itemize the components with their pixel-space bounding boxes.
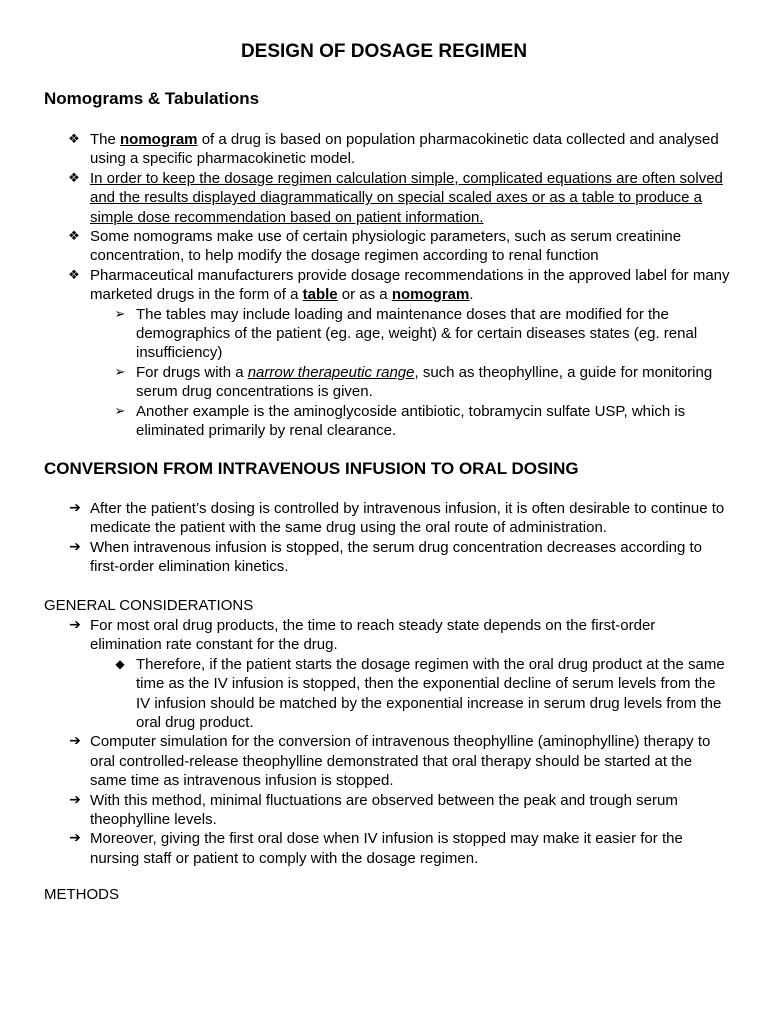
diamond-bullet-icon: ❖ <box>68 267 80 283</box>
list-item: ❖ Some nomograms make use of certain physiologic parameters, such as serum creatinine concentration, to help modify the dosage regimen according to renal function <box>90 227 730 266</box>
general-considerations-list <box>69 616 730 868</box>
narrow-therapeutic-range-term: narrow therapeutic range <box>247 363 415 381</box>
list-item: ➔ With this method, minimal fluctuations are observed between the peak and trough serum theophylline levels. <box>90 791 730 830</box>
arrow-bullet-icon: ➔ <box>69 733 81 750</box>
arrow-bullet-icon: ➔ <box>69 791 81 808</box>
list-item: ➔ When intravenous infusion is stopped, the serum drug concentration decreases according to first-order elimination kinetics. <box>90 538 730 577</box>
arrow-bullet-icon: ➔ <box>69 500 81 516</box>
arrow-bullet-icon: ➔ <box>69 830 81 847</box>
section-heading-conversion: CONVERSION FROM INTRAVENOUS INFUSION TO ORAL DOSING <box>44 459 579 478</box>
list-item: ➔ Computer simulation for the conversion of intravenous theophylline (aminophylline) therapy to oral controlled-release theophylline demonstrated that oral therapy should be started at the same time as intravenous infusion is stopped. <box>90 732 730 790</box>
list-item: ◆ Therefore, if the patient starts the dosage regimen with the oral drug product at the same time as the IV infusion is stopped, then the exponential decline of serum levels from the IV infusion should be matched by the exponential increase in serum drug levels from the oral drug product. <box>136 655 730 733</box>
list-item: ➔ For most oral drug products, the time to reach steady state depends on the first-order elimination rate constant for the drug. ◆ Therefore, if the patient starts the dosage regimen with the oral drug product at the same time as the IV infusion is stopped, then the exponential decline of serum levels from the IV infusion should be matched by the exponential increase in serum drug levels from the oral drug product. <box>90 616 730 732</box>
arrow-bullet-icon: ➔ <box>69 538 81 555</box>
list-item: ➢ For drugs with a narrow therapeutic range, such as theophylline, a guide for monitoring serum drug concentrations is given. <box>136 363 730 402</box>
page-title: DESIGN OF DOSAGE REGIMEN <box>240 41 528 62</box>
solid-diamond-bullet-icon: ◆ <box>115 656 125 671</box>
conversion-bullet-list <box>69 499 730 577</box>
list-item: ➔ Moreover, giving the first oral dose when IV infusion is stopped may make it easier for the nursing staff or patient to comply with the dosage regimen. <box>90 829 730 868</box>
list-item: ❖ Pharmaceutical manufacturers provide dosage recommendations in the approved label for many marketed drugs in the form of a table or as a nomogram. ➢ The tables may include loading and maintenance doses that are modified for the demographics of the patient (eg. age, weight) & for certain diseases states (eg. renal insufficiency) ➢ For drugs with a narrow therapeutic range, such as theophylline, a guide for monitoring serum drug concentrations is given. ➢ Another example is the aminoglycoside antibiotic, tobramycin sulfate USP, which is eliminated primarily by renal clearance. <box>90 266 730 441</box>
nomogram-sub-list <box>90 305 730 441</box>
list-item: ➢ The tables may include loading and maintenance doses that are modified for the demographics of the patient (eg. age, weight) & for certain diseases states (eg. renal insufficiency) <box>136 305 730 363</box>
diamond-bullet-icon: ❖ <box>68 132 80 147</box>
arrowhead-bullet-icon: ➢ <box>114 403 126 419</box>
section-heading-methods: METHODS <box>44 886 119 903</box>
list-item <box>68 169 730 227</box>
nomogram-term: nomogram <box>391 286 470 304</box>
nomogram-term: nomogram <box>120 131 198 148</box>
nomogram-bullet-list <box>68 130 730 441</box>
table-term: table <box>302 286 338 304</box>
general-considerations-sub-list <box>90 655 730 733</box>
diamond-bullet-icon: ❖ <box>68 170 80 186</box>
diamond-bullet-icon: ❖ <box>68 229 80 245</box>
arrowhead-bullet-icon: ➢ <box>114 364 126 380</box>
list-item: ❖ The nomogram of a drug is based on population pharmacokinetic data collected and analysed using a specific pharmacokinetic model. <box>90 130 730 169</box>
arrow-bullet-icon: ➔ <box>69 617 81 633</box>
section-heading-general-considerations: GENERAL CONSIDERATIONS <box>44 597 254 614</box>
section-heading-nomograms: Nomograms & Tabulations <box>44 89 260 108</box>
arrowhead-bullet-icon: ➢ <box>114 306 126 322</box>
list-item: ➔ After the patient’s dosing is controlled by intravenous infusion, it is often desirable to continue to medicate the patient with the same drug using the oral route of administration. <box>90 499 730 538</box>
underlined-statement: In order to keep the dosage regimen calculation simple, complicated equations are often solved and the results displayed diagrammatically on special scaled axes or as a table to produce a simple dose recommendation based on patient information. <box>90 169 723 226</box>
list-item: ➢ Another example is the aminoglycoside antibiotic, tobramycin sulfate USP, which is eliminated primarily by renal clearance. <box>136 402 730 441</box>
